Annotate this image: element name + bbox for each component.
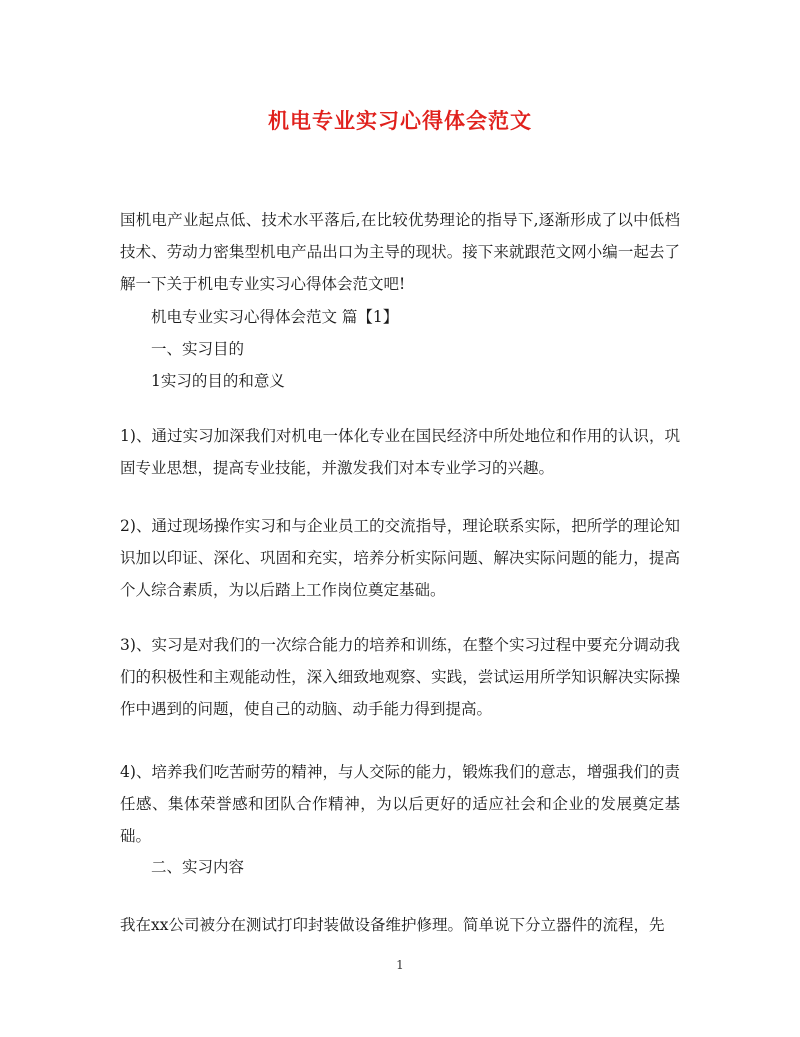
page-title: 机电专业实习心得体会范文	[268, 108, 532, 133]
paragraph-item-1: 1)、通过实习加深我们对机电一体化专业在国民经济中所处地位和作用的认识，巩固专业思想，提高专业技能，并激发我们对本专业学习的兴趣。	[120, 427, 680, 477]
section-heading-purpose: 一、实习目的	[151, 340, 245, 358]
subheading-purpose-meaning: 1实习的目的和意义	[151, 372, 285, 390]
paragraph-item-2: 2)、通过现场操作实习和与企业员工的交流指导，理论联系实际，把所学的理论知识加以印证、深化、巩固和充实，培养分析实际问题、解决实际问题的能力，提高个人综合素质，为以后踏上工作岗位奠定基础。	[120, 517, 680, 599]
section-heading-content: 二、实习内容	[151, 858, 245, 876]
paragraph-content-start: 我在xx公司被分在测试打印封装做设备维护修理。简单说下分立器件的流程，先	[120, 916, 665, 934]
paragraph-item-4: 4)、培养我们吃苦耐劳的精神，与人交际的能力，锻炼我们的意志，增强我们的责任感、集体荣誉感和团队合作精神，为以后更好的适应社会和企业的发展奠定基础。	[120, 763, 680, 845]
page-number: 1	[396, 958, 404, 972]
intro-paragraph: 国机电产业起点低、技术水平落后,在比较优势理论的指导下,逐渐形成了以中低档技术、劳动力密集型机电产品出口为主导的现状。接下来就跟范文网小编一起去了解一下关于机电专业实习心得体会范文吧!	[120, 211, 680, 293]
section-heading-article-1: 机电专业实习心得体会范文 篇【1】	[151, 308, 399, 326]
paragraph-item-3: 3)、实习是对我们的一次综合能力的培养和训练，在整个实习过程中要充分调动我们的积极性和主观能动性，深入细致地观察、实践，尝试运用所学知识解决实际操作中遇到的问题，使自己的动脑、动手能力得到提高。	[120, 636, 680, 718]
